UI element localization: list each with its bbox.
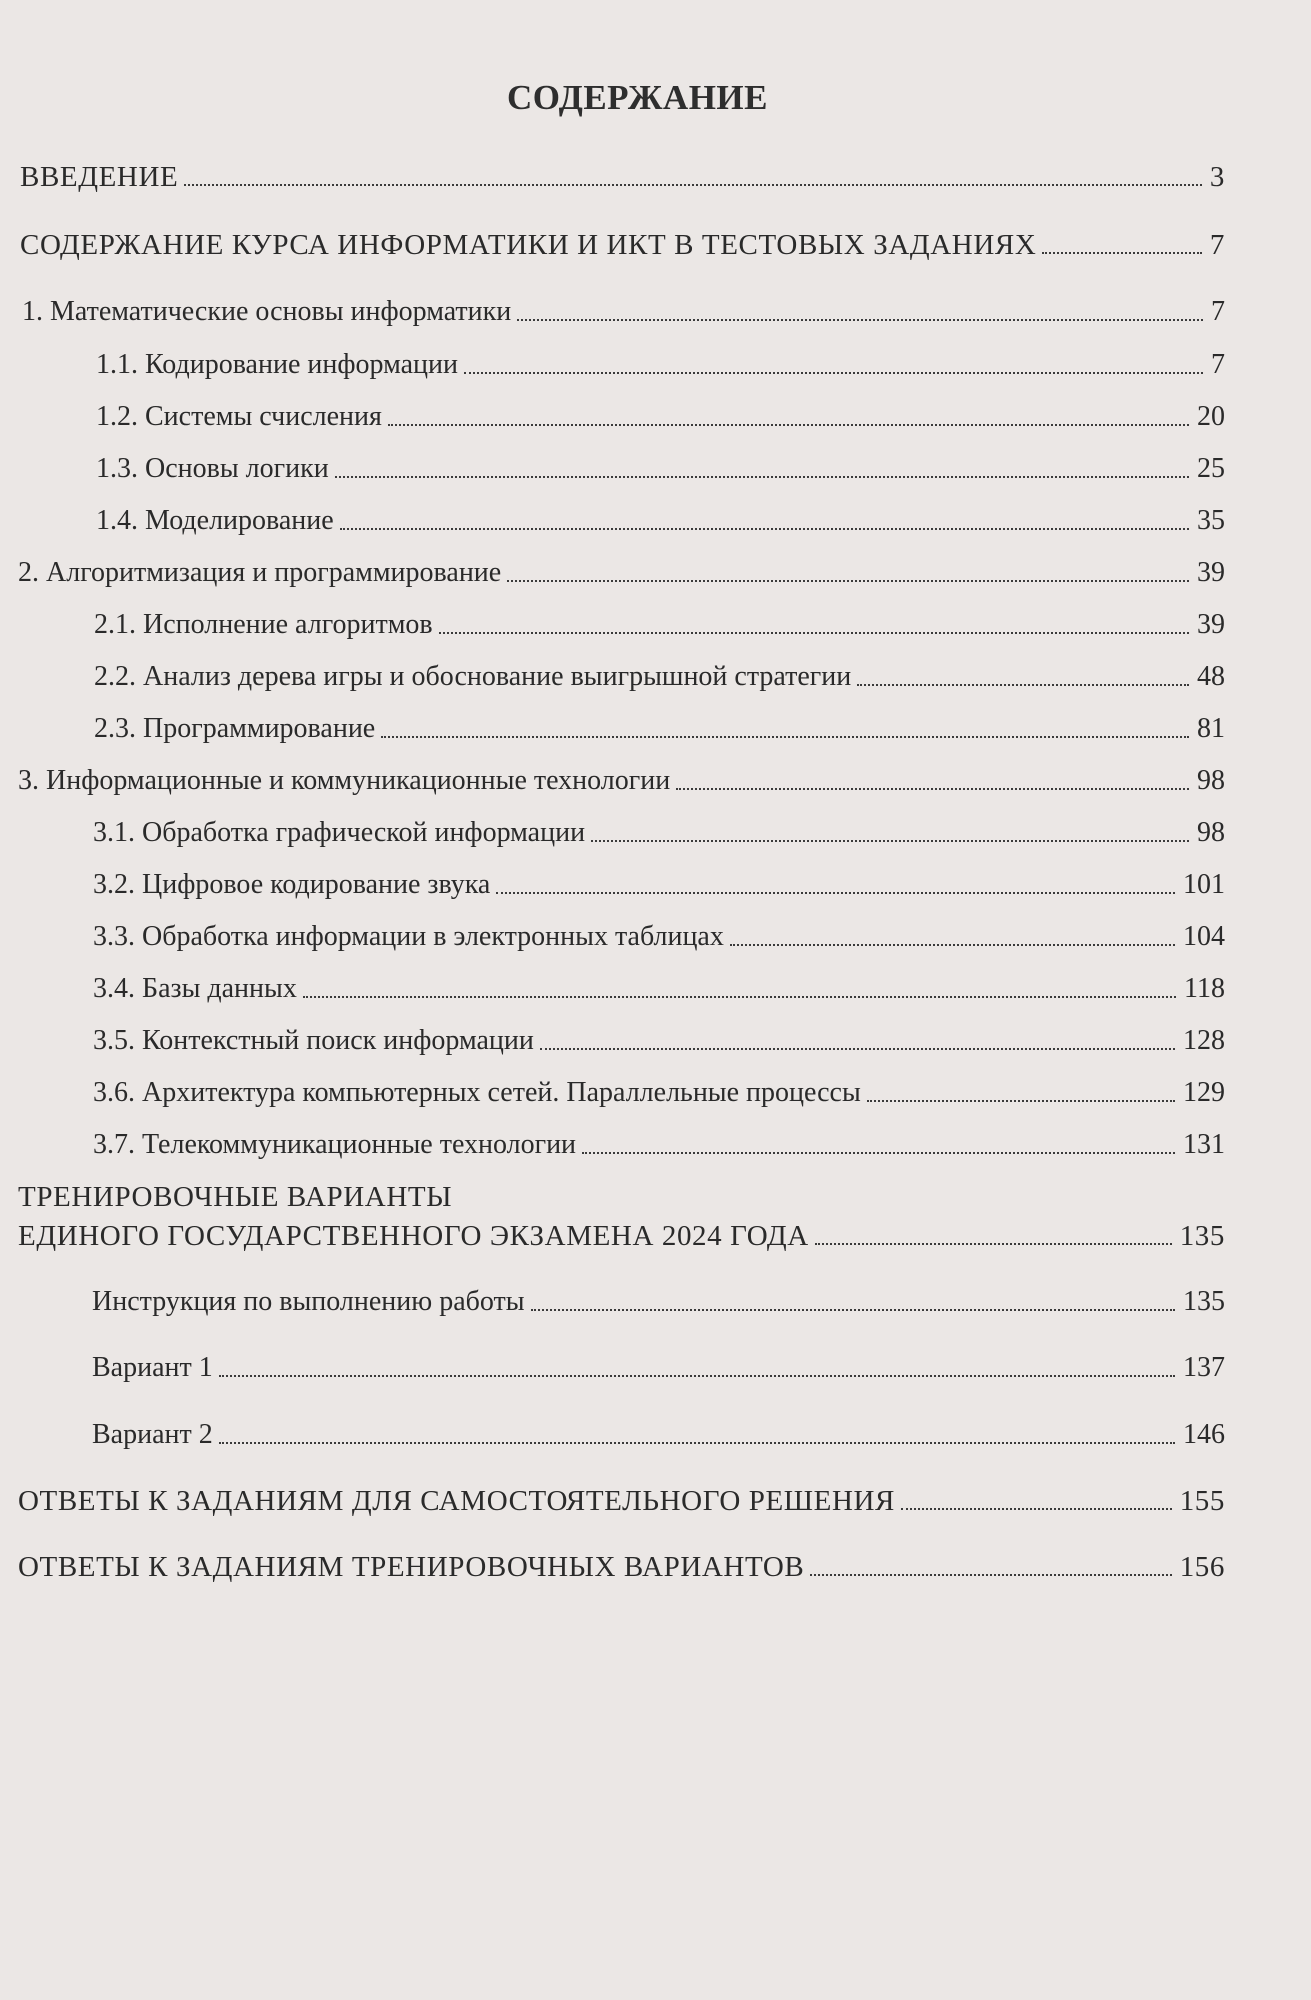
toc-entry-label: 1.1. Кодирование информации [96,349,458,380]
toc-page-number: 39 [1197,557,1225,588]
dot-leader [1042,252,1202,254]
toc-entry-answers-training[interactable] [18,1550,1225,1584]
dot-leader [303,996,1176,998]
toc-page-number: 7 [1211,296,1225,327]
toc-entry-3-6[interactable] [93,1076,1225,1110]
toc-entry-label: 3. Информационные и коммуникационные технологии [18,765,671,796]
toc-entry-label: 2. Алгоритмизация и программирование [18,557,502,588]
dot-leader [730,944,1175,946]
toc-page-number: 131 [1183,1129,1225,1160]
toc-entry-3-1[interactable] [93,816,1225,850]
toc-entry-label: 1.2. Системы счисления [96,401,382,432]
toc-entry-label: 1.3. Основы логики [96,453,329,484]
toc-page-number: 3 [1209,161,1225,193]
dot-leader [517,319,1203,321]
dot-leader [219,1375,1175,1377]
toc-entry-label: ОТВЕТЫ К ЗАДАНИЯМ ДЛЯ САМОСТОЯТЕЛЬНОГО РЕШЕНИЯ [18,1485,895,1517]
toc-page-number: 98 [1197,765,1225,796]
toc-page-number: 48 [1197,661,1225,692]
toc-entry-label: 3.3. Обработка информации в электронных таблицах [93,921,724,952]
toc-page-number: 7 [1209,229,1225,261]
dot-leader [184,184,1202,186]
dot-leader [676,788,1189,790]
toc-entry-3-4[interactable] [93,972,1225,1006]
toc-entry-label: 1.4. Моделирование [96,505,334,536]
dot-leader [857,684,1189,686]
toc-entry-label: СОДЕРЖАНИЕ КУРСА ИНФОРМАТИКИ И ИКТ В ТЕСТОВЫХ ЗАДАНИЯХ [20,229,1037,261]
toc-page-number: 104 [1183,921,1225,952]
toc-entry-variant-2[interactable] [92,1418,1225,1452]
toc-entry-label: 3.1. Обработка графической информации [93,817,586,848]
toc-entry-2-1[interactable] [94,608,1225,642]
toc-page-number: 7 [1211,349,1225,380]
dot-leader [464,372,1203,374]
toc-entry-section-1[interactable] [22,295,1225,329]
toc-entry-1-1[interactable] [96,348,1225,382]
toc-entry-training-variants-line1: ТРЕНИРОВОЧНЫЕ ВАРИАНТЫ [18,1181,453,1213]
toc-page-number: 135 [1179,1220,1225,1252]
toc-entry-2-2[interactable] [94,660,1225,694]
toc-page-number: 25 [1197,453,1225,484]
toc-entry-3-5[interactable] [93,1024,1225,1058]
toc-page-number: 155 [1179,1485,1225,1517]
dot-leader [381,736,1189,738]
toc-entry-label: 1. Математические основы информатики [22,296,512,327]
toc-page-number: 39 [1197,609,1225,640]
toc-entry-3-2[interactable] [93,868,1225,902]
dot-leader [335,476,1189,478]
toc-page-number: 81 [1197,713,1225,744]
toc-entry-instructions[interactable] [92,1285,1225,1319]
dot-leader [867,1100,1175,1102]
dot-leader [531,1309,1175,1311]
toc-entry-2-3[interactable] [94,712,1225,746]
dot-leader [219,1442,1175,1444]
toc-entry-variant-1[interactable] [92,1351,1225,1385]
toc-entry-label: ЕДИНОГО ГОСУДАРСТВЕННОГО ЭКЗАМЕНА 2024 ГОДА [18,1220,809,1252]
toc-page-number: 156 [1179,1551,1225,1583]
toc-entry-answers-self-study[interactable] [18,1484,1225,1518]
toc-page-number: 101 [1183,869,1225,900]
dot-leader [340,528,1189,530]
toc-entry-label: 2.3. Программирование [94,713,376,744]
dot-leader [496,892,1175,894]
toc-entry-label: Вариант 2 [92,1419,213,1450]
toc-entry-introduction[interactable] [20,160,1225,194]
dot-leader [540,1048,1175,1050]
dot-leader [507,580,1189,582]
toc-entry-training-variants[interactable] [18,1219,1225,1253]
toc-entry-3-3[interactable] [93,920,1225,954]
toc-entry-label: 3.4. Базы данных [93,973,297,1004]
toc-page-number: 118 [1184,973,1225,1004]
dot-leader [901,1508,1172,1510]
toc-entry-label: 3.6. Архитектура компьютерных сетей. Параллельные процессы [93,1077,861,1108]
dot-leader [439,632,1189,634]
toc-entry-3-7[interactable] [93,1128,1225,1162]
toc-page-number: 98 [1197,817,1225,848]
toc-page-number: 20 [1197,401,1225,432]
toc-entry-1-2[interactable] [96,400,1225,434]
toc-entry-label: Инструкция по выполнению работы [92,1286,525,1317]
dot-leader [388,424,1189,426]
toc-entry-label: ВВЕДЕНИЕ [20,161,179,193]
dot-leader [582,1152,1175,1154]
toc-page-number: 146 [1183,1419,1225,1450]
toc-entry-course-content[interactable] [20,228,1225,262]
page-title: СОДЕРЖАНИЕ [506,78,768,117]
toc-page-number: 137 [1183,1352,1225,1383]
toc-entry-label: 3.5. Контекстный поиск информации [93,1025,534,1056]
toc-entry-label: 2.1. Исполнение алгоритмов [94,609,433,640]
toc-entry-label: 2.2. Анализ дерева игры и обоснование выигрышной стратегии [94,661,852,692]
toc-entry-label: Вариант 1 [92,1352,213,1383]
toc-page-number: 129 [1183,1077,1225,1108]
toc-page-number: 128 [1183,1025,1225,1056]
dot-leader [815,1243,1172,1245]
toc-entry-label: 3.7. Телекоммуникационные технологии [93,1129,577,1160]
toc-entry-1-3[interactable] [96,452,1225,486]
toc-page-number: 135 [1183,1286,1225,1317]
toc-entry-label: 3.2. Цифровое кодирование звука [93,869,491,900]
dot-leader [591,840,1189,842]
toc-entry-section-3[interactable] [18,764,1225,798]
toc-page-number: 35 [1197,505,1225,536]
toc-entry-1-4[interactable] [96,504,1225,538]
dot-leader [810,1574,1171,1576]
toc-entry-label: ОТВЕТЫ К ЗАДАНИЯМ ТРЕНИРОВОЧНЫХ ВАРИАНТОВ [18,1551,805,1583]
toc-entry-section-2[interactable] [18,556,1225,590]
